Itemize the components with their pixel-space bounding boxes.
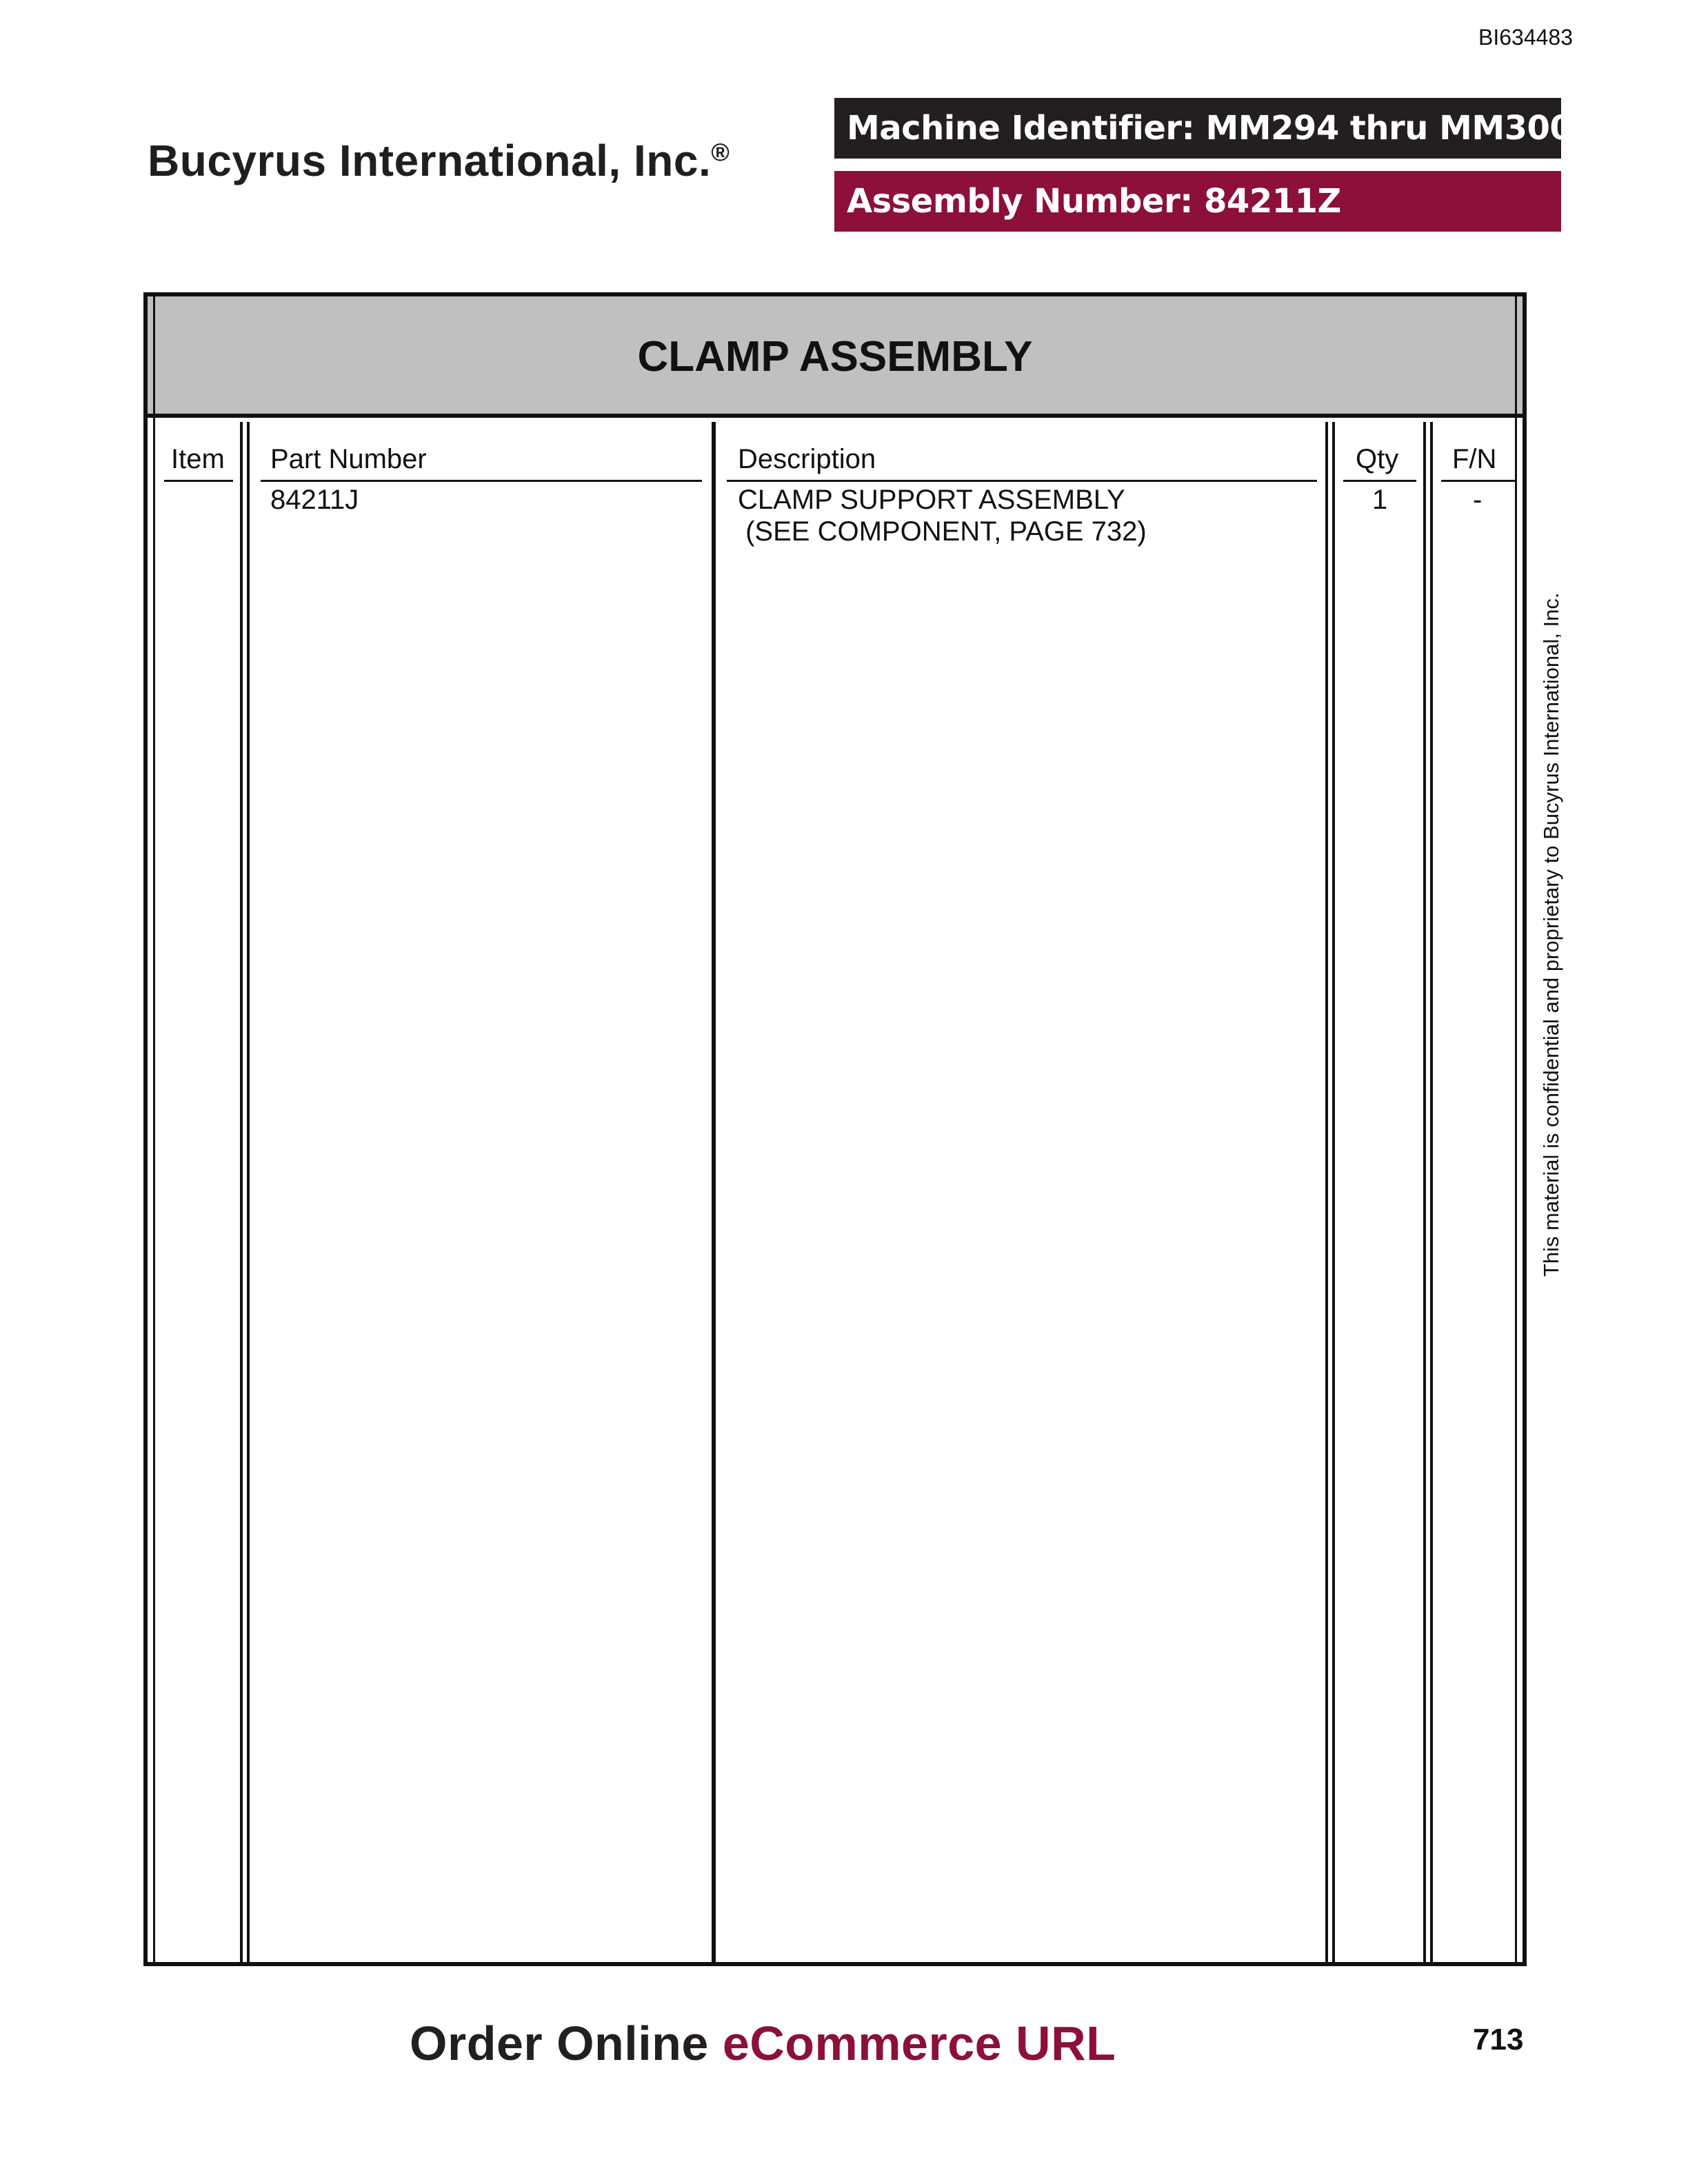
table-title: CLAMP ASSEMBLY bbox=[637, 333, 1033, 381]
side-rule bbox=[1524, 296, 1527, 1297]
document-id: BI634483 bbox=[1478, 25, 1574, 50]
divider-qty-fn bbox=[1423, 422, 1426, 1962]
row-1-description-line2: (SEE COMPONENT, PAGE 732) bbox=[738, 516, 1147, 547]
divider-description-qty-inner bbox=[1332, 422, 1335, 1962]
divider-item-part bbox=[240, 422, 243, 1962]
parts-table bbox=[143, 292, 1527, 1966]
header-description: Description bbox=[738, 444, 876, 474]
header-rule-description bbox=[727, 480, 1317, 482]
header-fn: F/N bbox=[1452, 444, 1497, 474]
header-qty: Qty bbox=[1356, 444, 1399, 474]
row-1-fn: - bbox=[1473, 485, 1483, 515]
header-rule-item bbox=[164, 480, 233, 482]
company-name bbox=[148, 135, 730, 186]
row-1-qty: 1 bbox=[1372, 485, 1388, 515]
divider-qty-fn-inner bbox=[1430, 422, 1433, 1962]
left-inner-rule bbox=[153, 296, 155, 1962]
divider-item-part-inner bbox=[247, 422, 250, 1962]
assembly-number-bar: Assembly Number: 84211Z bbox=[834, 171, 1561, 232]
page-number: 713 bbox=[1473, 2023, 1524, 2056]
order-online-link[interactable] bbox=[410, 2016, 1116, 2071]
confidentiality-note: This material is confidential and proprietary to Bucyrus International, Inc. bbox=[1539, 592, 1563, 1277]
header-item: Item bbox=[171, 444, 225, 474]
registered-mark: ® bbox=[711, 138, 730, 166]
header-rule-fn bbox=[1441, 480, 1516, 482]
header-rule-qty bbox=[1343, 480, 1416, 482]
divider-part-description bbox=[712, 422, 716, 1962]
divider-description-qty bbox=[1325, 422, 1328, 1962]
right-inner-rule bbox=[1515, 296, 1517, 1962]
ecommerce-url-text: eCommerce URL bbox=[722, 2016, 1116, 2070]
row-1-part-number: 84211J bbox=[270, 485, 359, 515]
table-title-band bbox=[148, 296, 1523, 418]
header-rule-part bbox=[261, 480, 702, 482]
company-name-text: Bucyrus International, Inc. bbox=[148, 136, 712, 185]
machine-identifier-bar: Machine Identifier: MM294 thru MM300 bbox=[834, 98, 1561, 159]
row-1-description-line1: CLAMP SUPPORT ASSEMBLY bbox=[738, 485, 1125, 515]
header-part-number: Part Number bbox=[270, 444, 427, 474]
order-online-text: Order Online bbox=[410, 2016, 723, 2070]
